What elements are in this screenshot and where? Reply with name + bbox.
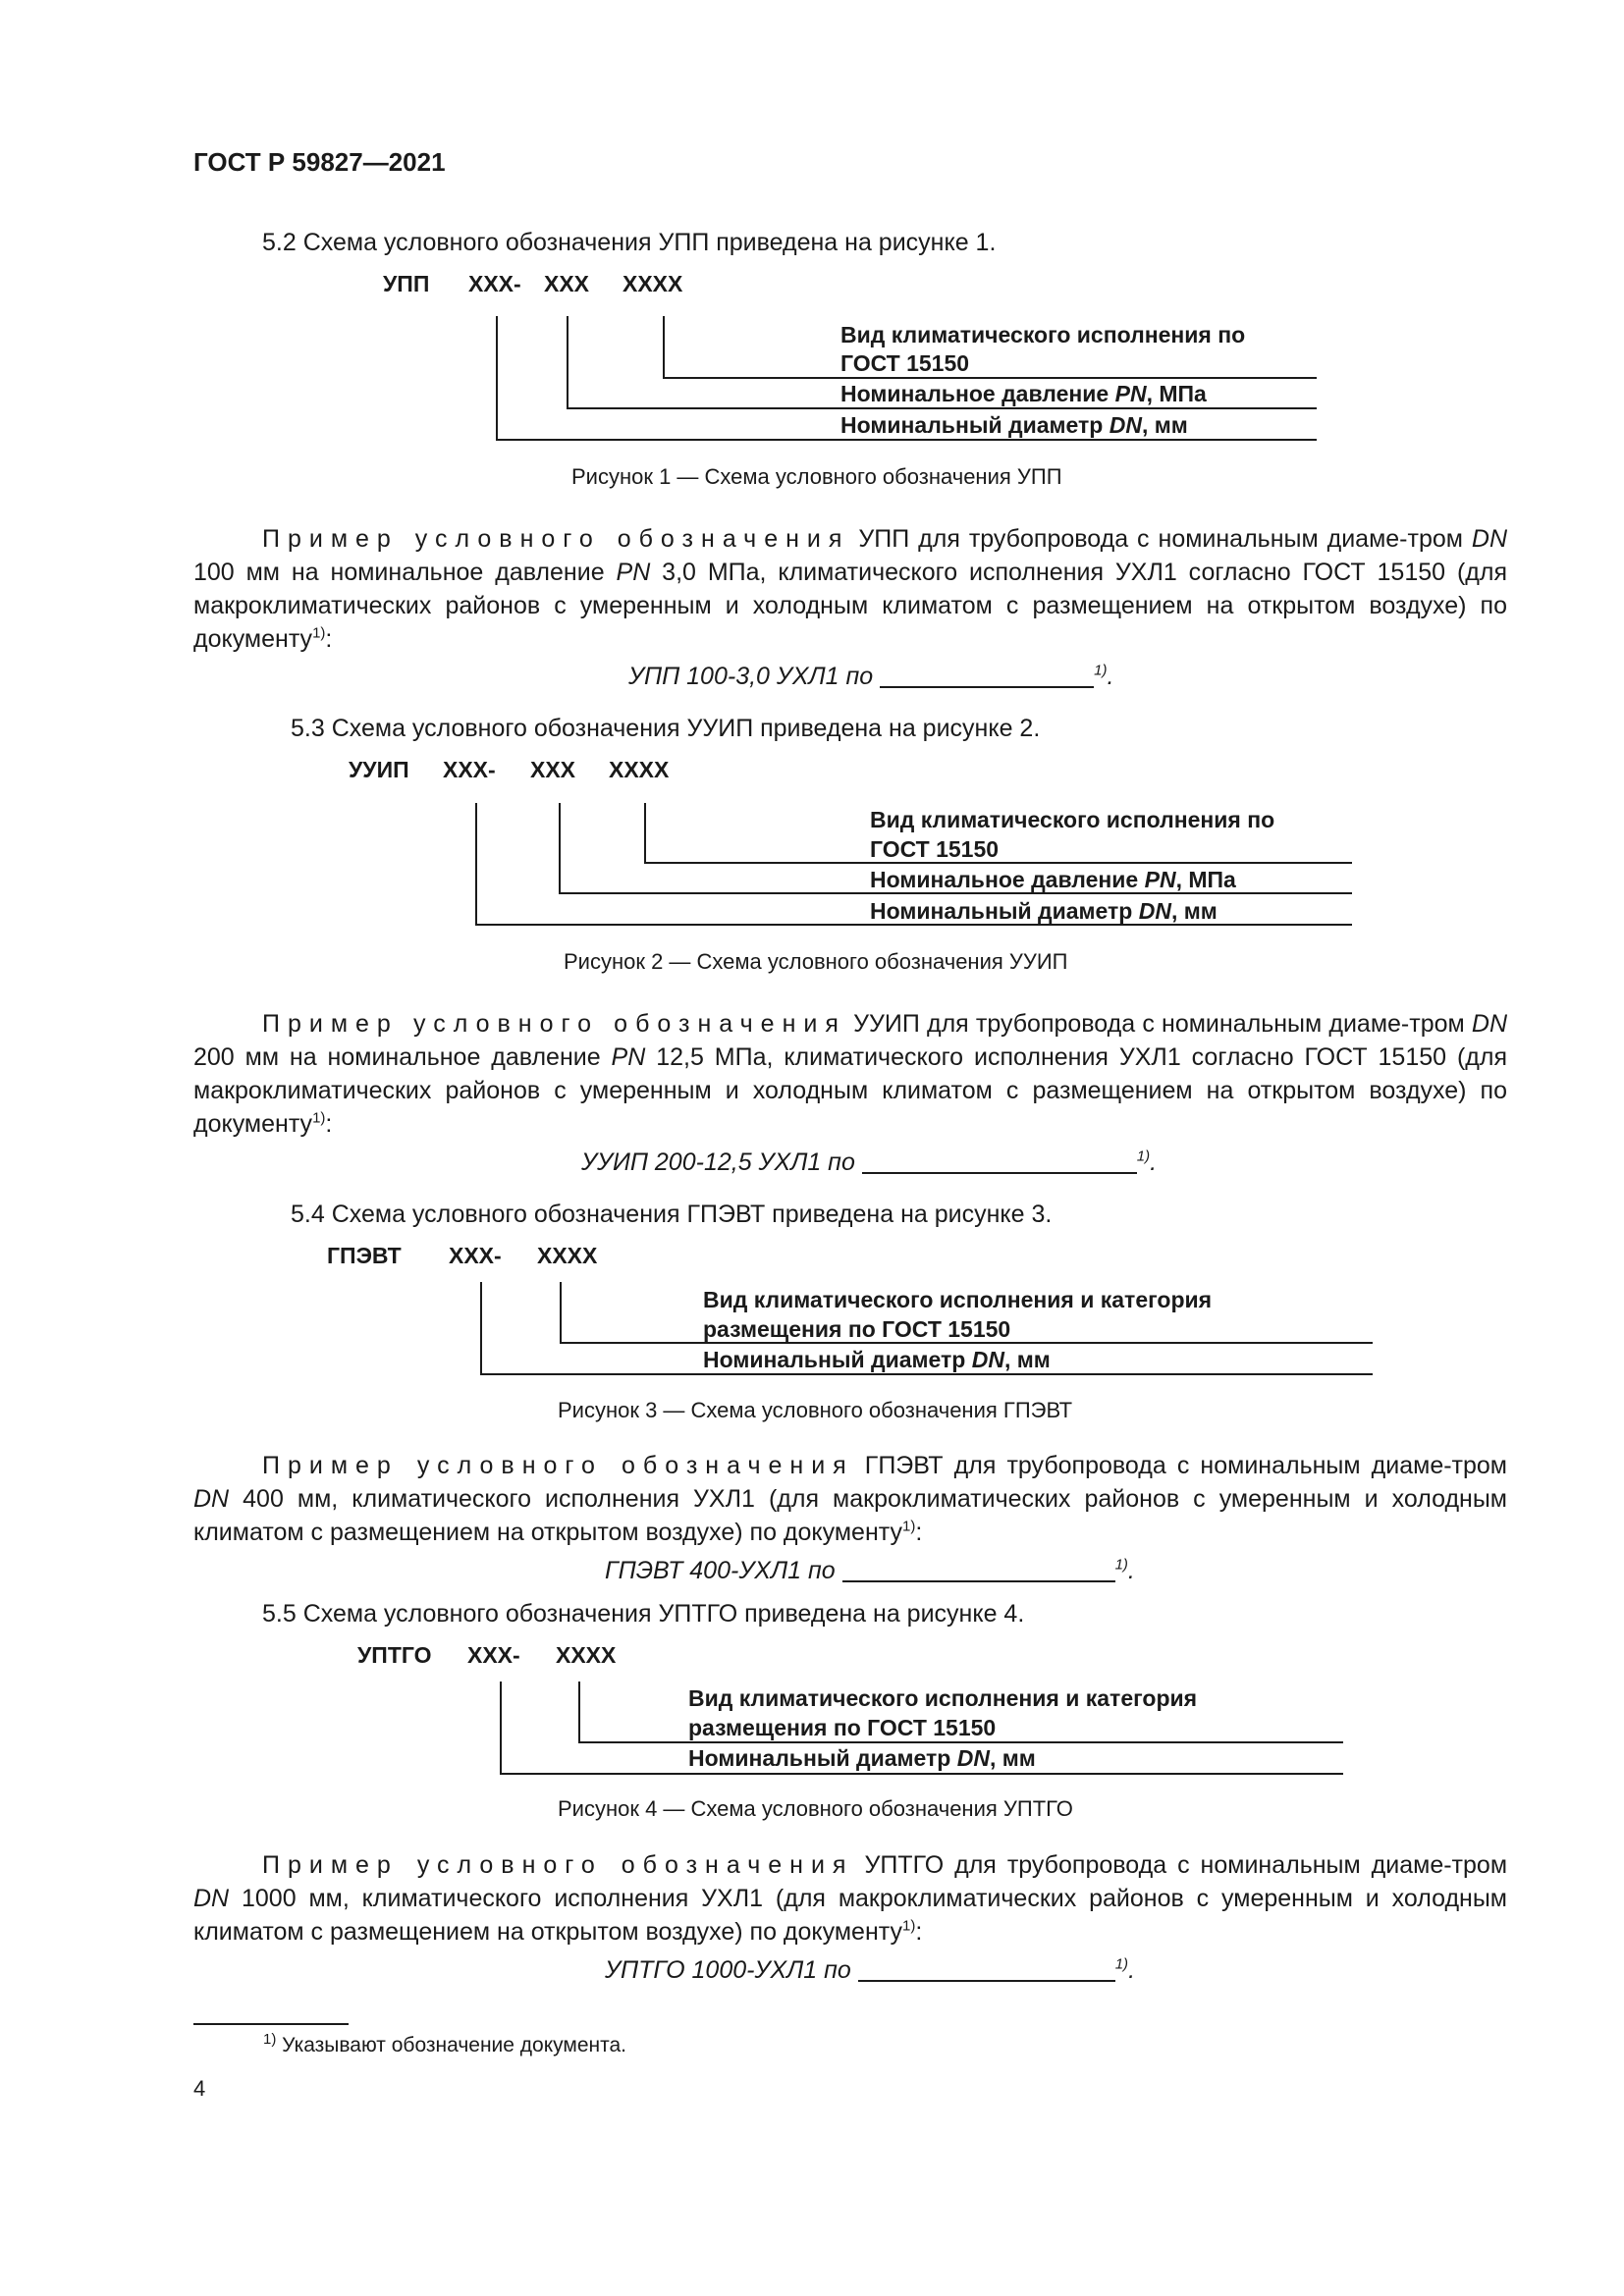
scheme-code: УПТГО <box>357 1642 432 1668</box>
scheme-code: ХХХ- <box>449 1243 502 1268</box>
designation-example: УУИП 200-12,5 УХЛ1 по $^{1)}$. <box>581 1148 1158 1176</box>
document-blank <box>858 1980 1115 1982</box>
page-number: 4 <box>193 2076 206 2101</box>
scheme-code: ХХХХ <box>623 271 683 296</box>
scheme-label: Номинальный диаметр DN, мм <box>870 898 1218 924</box>
document-blank <box>862 1172 1137 1174</box>
connector-line <box>567 316 568 409</box>
scheme-code: ГПЭВТ <box>327 1243 402 1268</box>
scheme-code: УПП <box>383 271 430 296</box>
connector-line <box>496 439 1317 441</box>
connector-line <box>475 924 1352 926</box>
scheme-label: Номинальный диаметр DN, мм <box>840 412 1188 438</box>
connector-line <box>500 1682 502 1775</box>
section-intro: 5.2 Схема условного обозначения УПП приведена на рисунке 1. <box>262 229 997 256</box>
figure-caption: Рисунок 4 — Схема условного обозначения УПТГО <box>558 1796 1073 1821</box>
connector-line <box>475 803 477 926</box>
figure-caption: Рисунок 1 — Схема условного обозначения УПП <box>571 464 1062 489</box>
document-blank <box>880 686 1094 688</box>
scheme-code: ХХХ- <box>443 757 496 782</box>
example-paragraph: Пример условного обозначения ГПЭВТ для трубопровода с номинальным диаме-тром DN 400 мм, климатического исполнения УХЛ1 (для макроклиматических районов с умеренным и холодным климатом с размещением на открытом воздухе) по документу$^{1)}$: <box>193 1452 1507 1546</box>
footnote-separator <box>193 2023 349 2025</box>
figure-caption: Рисунок 3 — Схема условного обозначения ГПЭВТ <box>558 1398 1073 1422</box>
scheme-label: Номинальный диаметр DN, мм <box>703 1347 1051 1372</box>
footnote: $^{1)}$ Указывают обозначение документа. <box>263 2031 627 2056</box>
scheme-label: Вид климатического исполнения и категория <box>703 1287 1213 1312</box>
connector-line <box>644 803 646 864</box>
scheme-label: Номинальный диаметр DN, мм <box>688 1745 1036 1771</box>
connector-line <box>663 316 665 379</box>
scheme-label: размещения по ГОСТ 15150 <box>703 1316 1011 1342</box>
scheme-label: Номинальное давление PN, МПа <box>870 867 1236 892</box>
scheme-label: Вид климатического исполнения и категория <box>688 1685 1198 1711</box>
designation-example: ГПЭВТ 400-УХЛ1 по $^{1)}$. <box>605 1556 1135 1584</box>
scheme-label: Вид климатического исполнения по <box>840 322 1246 347</box>
scheme-label: ГОСТ 15150 <box>840 350 970 376</box>
scheme-label: Номинальное давление PN, МПа <box>840 381 1207 406</box>
connector-line <box>559 892 1352 894</box>
scheme-code: ХХХХ <box>556 1642 617 1668</box>
scheme-code: ХХХХ <box>537 1243 598 1268</box>
scheme-label: ГОСТ 15150 <box>870 836 1000 862</box>
scheme-code: ХХХ- <box>468 271 521 296</box>
example-paragraph: Пример условного обозначения УУИП для трубопровода с номинальным диаме-тром DN 200 мм на номинальное давление PN 12,5 МПа, климатического исполнения УХЛ1 согласно ГОСТ 15150 (для макроклиматических районов с умеренным и холодным климатом с размещением на открытом воздухе) по документу$^{1)}$: <box>193 1010 1507 1138</box>
connector-line <box>578 1741 1343 1743</box>
figure-caption: Рисунок 2 — Схема условного обозначения УУИП <box>564 949 1068 974</box>
designation-example: УПП 100-3,0 УХЛ1 по $^{1)}$. <box>628 662 1114 690</box>
scheme-code: ХХХ- <box>467 1642 520 1668</box>
connector-line <box>480 1373 1373 1375</box>
scheme-label: Вид климатического исполнения по <box>870 807 1275 832</box>
connector-line <box>560 1282 562 1344</box>
section-intro: 5.3 Схема условного обозначения УУИП приведена на рисунке 2. <box>291 715 1041 742</box>
connector-line <box>644 862 1352 864</box>
connector-line <box>559 803 561 894</box>
document-blank <box>842 1580 1115 1582</box>
connector-line <box>560 1342 1373 1344</box>
connector-line <box>480 1282 482 1375</box>
connector-line <box>663 377 1317 379</box>
example-paragraph: Пример условного обозначения УПТГО для трубопровода с номинальным диаме-тром DN 1000 мм, климатического исполнения УХЛ1 (для макроклиматических районов с умеренным и холодным климатом с размещением на открытом воздухе) по документу$^{1)}$: <box>193 1851 1508 1946</box>
scheme-label: размещения по ГОСТ 15150 <box>688 1715 997 1740</box>
example-paragraph: Пример условного обозначения УПП для трубопровода с номинальным диаме-тром DN 100 мм на номинальное давление PN 3,0 МПа, климатического исполнения УХЛ1 согласно ГОСТ 15150 (для макроклиматических районов с умеренным и холодным климатом с размещением на открытом воздухе) по документу$^{1)}$: <box>193 525 1508 653</box>
scheme-code: ХХХХ <box>609 757 670 782</box>
section-intro: 5.4 Схема условного обозначения ГПЭВТ приведена на рисунке 3. <box>291 1201 1053 1228</box>
document-header: ГОСТ Р 59827—2021 <box>193 147 446 177</box>
scheme-code: ХХХ <box>544 271 590 296</box>
scheme-code: УУИП <box>349 757 409 782</box>
connector-line <box>500 1773 1343 1775</box>
designation-example: УПТГО 1000-УХЛ1 по $^{1)}$. <box>605 1955 1136 1984</box>
connector-line <box>578 1682 580 1743</box>
connector-line <box>567 407 1317 409</box>
scheme-code: ХХХ <box>530 757 576 782</box>
section-intro: 5.5 Схема условного обозначения УПТГО приведена на рисунке 4. <box>262 1600 1025 1628</box>
connector-line <box>496 316 498 441</box>
